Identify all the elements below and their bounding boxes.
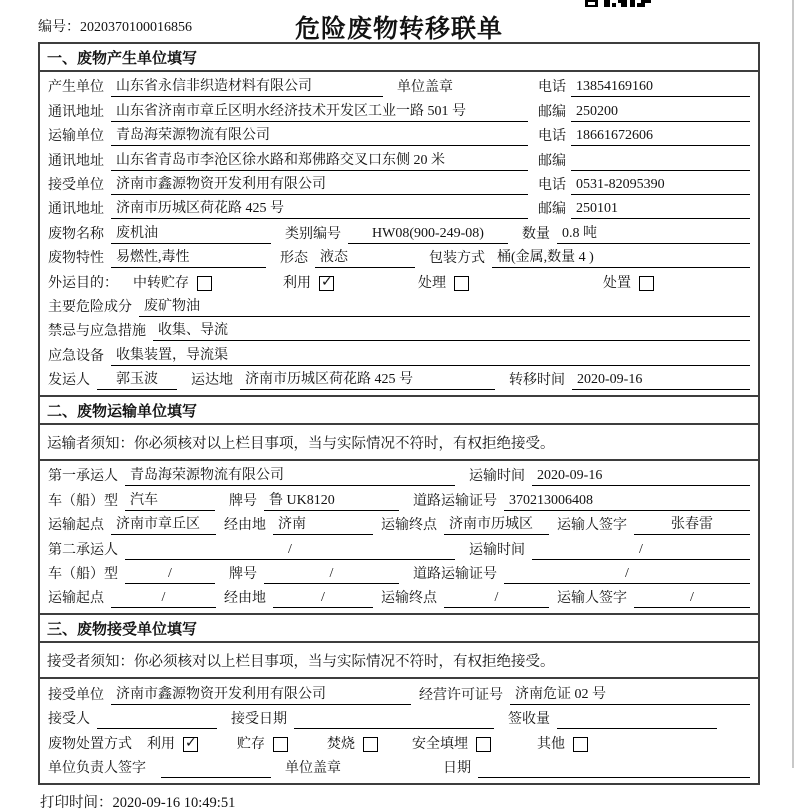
print-time xyxy=(38,785,760,812)
row-transfer-purpose xyxy=(40,268,758,292)
row-producer-unit xyxy=(40,73,758,97)
receiver-address-value: 济南市历城区荷花路 425 号 xyxy=(111,199,528,219)
route2-via-value: / xyxy=(273,588,373,608)
route1-via-value: 济南 xyxy=(273,515,373,535)
plate1-value: 鲁 UK8120 xyxy=(264,491,399,511)
signed-qty-label: 签收量 xyxy=(508,712,550,728)
carrier2-value: / xyxy=(125,540,455,560)
plate1-label: 牌号 xyxy=(229,493,257,509)
vehicle2-type-value: / xyxy=(125,564,215,584)
checkbox-disposal-incinerate xyxy=(363,737,378,752)
section-transport-heading: 二、废物运输单位填写 xyxy=(40,397,758,425)
route1-end-label: 运输终点 xyxy=(381,518,437,534)
section-receiver-body xyxy=(40,679,758,783)
responsible-sign-value xyxy=(161,759,271,778)
row-transporter-unit xyxy=(40,122,758,146)
transporter-zip-value xyxy=(571,152,750,171)
accepting-unit-value: 济南市鑫源物资开发利用有限公司 xyxy=(111,685,411,705)
row-waste-traits xyxy=(40,244,758,268)
section-producer xyxy=(38,42,760,397)
disposal-option-use-label: 利用 xyxy=(147,736,175,752)
row-disposal-method xyxy=(40,729,758,753)
checkbox-dispose xyxy=(639,276,654,291)
row-accepting-unit xyxy=(40,680,758,704)
vehicle1-type-value: 汽车 xyxy=(125,491,215,511)
row-accept-info xyxy=(40,705,758,729)
row-carrier2 xyxy=(40,535,758,559)
purpose-option-dispose-label: 处置 xyxy=(603,275,631,291)
section-producer-body xyxy=(40,72,758,395)
row-carrier1 xyxy=(40,462,758,486)
waste-traits-label: 废物特性 xyxy=(48,251,104,267)
receiver-seal-label: 单位盖章 xyxy=(285,760,341,776)
route2-sign-label: 运输人签字 xyxy=(557,591,627,607)
vehicle2-type-label: 车（船）型 xyxy=(48,567,118,583)
emergency-equipment-label: 应急设备 xyxy=(48,348,104,364)
transporter-phone-label: 电话 xyxy=(538,129,566,145)
route2-origin-value: / xyxy=(111,588,216,608)
section-receiver-heading: 三、废物接受单位填写 xyxy=(40,615,758,643)
receiver-date-label: 日期 xyxy=(443,760,471,776)
document-header xyxy=(38,6,760,44)
row-vehicle1 xyxy=(40,486,758,510)
route1-sign-value: 张春雷 xyxy=(634,515,750,535)
disposal-option-landfill xyxy=(412,735,537,754)
hazard-component-label: 主要危险成分 xyxy=(48,299,132,315)
row-transporter-address xyxy=(40,146,758,170)
row-emergency-equipment xyxy=(40,341,758,365)
route2-origin-label: 运输起点 xyxy=(48,591,104,607)
license-value: 济南危证 02 号 xyxy=(510,685,750,705)
route2-via-label: 经由地 xyxy=(224,591,266,607)
print-time-value: 2020-09-16 10:49:51 xyxy=(112,794,236,811)
checkbox-disposal-storage xyxy=(273,737,288,752)
plate2-value: / xyxy=(264,564,399,584)
route1-end-value: 济南市历城区 xyxy=(444,515,549,535)
route2-end-value: / xyxy=(444,588,549,608)
purpose-option-use xyxy=(283,274,418,293)
purpose-option-use-label: 利用 xyxy=(283,275,311,291)
checkbox-storage xyxy=(197,276,212,291)
unit-seal-label: 单位盖章 xyxy=(397,80,453,96)
section-transport xyxy=(38,395,760,615)
transporter-unit-value: 青岛海荣源物流有限公司 xyxy=(111,126,528,146)
accepting-unit-label: 接受单位 xyxy=(48,687,104,703)
hazard-component-value: 废矿物油 xyxy=(139,297,750,317)
shipper-label: 发运人 xyxy=(48,373,90,389)
emergency-measures-label: 禁忌与应急措施 xyxy=(48,324,146,340)
packing-value: 桶(金属,数量 4 ) xyxy=(492,248,750,268)
checkbox-treat xyxy=(454,276,469,291)
row-route1 xyxy=(40,511,758,535)
row-hazard-component xyxy=(40,293,758,317)
waste-category-label: 类别编号 xyxy=(285,226,341,242)
disposal-option-incinerate-label: 焚烧 xyxy=(327,736,355,752)
row-dispatch xyxy=(40,366,758,390)
section-receiver xyxy=(38,613,760,785)
route1-origin-label: 运输起点 xyxy=(48,518,104,534)
receiver-phone-value: 0531-82095390 xyxy=(571,175,750,195)
waste-form-value: 液态 xyxy=(315,248,415,268)
scan-edge-line xyxy=(792,0,794,768)
receiver-unit-label: 接受单位 xyxy=(48,177,104,193)
row-vehicle2 xyxy=(40,560,758,584)
waste-qty-label: 数量 xyxy=(522,226,550,242)
disposal-option-use xyxy=(147,735,237,754)
carrier1-label: 第一承运人 xyxy=(48,469,118,485)
waste-form-label: 形态 xyxy=(280,251,308,267)
disposal-option-other xyxy=(537,735,588,754)
receiver-phone-label: 电话 xyxy=(538,177,566,193)
vehicle1-type-label: 车（船）型 xyxy=(48,493,118,509)
road-permit2-label: 道路运输证号 xyxy=(413,567,497,583)
checkbox-disposal-landfill xyxy=(476,737,491,752)
purpose-option-dispose xyxy=(603,274,654,293)
disposal-method-label: 废物处置方式 xyxy=(48,736,132,752)
route1-via-label: 经由地 xyxy=(224,518,266,534)
signed-qty-value xyxy=(557,710,717,729)
transfer-purpose-label: 外运目的： xyxy=(48,275,118,291)
road-permit2-value: / xyxy=(504,564,750,584)
carrier2-label: 第二承运人 xyxy=(48,542,118,558)
disposal-option-storage-label: 贮存 xyxy=(237,736,265,752)
transporter-phone-value: 18661672606 xyxy=(571,126,750,146)
responsible-sign-label: 单位负责人签字 xyxy=(48,760,146,776)
producer-address-value: 山东省济南市章丘区明水经济技术开发区工业一路 501 号 xyxy=(111,102,528,122)
row-waste-name xyxy=(40,219,758,243)
disposal-option-incinerate xyxy=(327,735,412,754)
route2-end-label: 运输终点 xyxy=(381,591,437,607)
accept-date-label: 接受日期 xyxy=(231,712,287,728)
section-transport-body xyxy=(40,461,758,613)
producer-zip-value: 250200 xyxy=(571,102,750,122)
producer-unit-value: 山东省永信非织造材料有限公司 xyxy=(111,77,383,97)
destination-label: 运达地 xyxy=(191,373,233,389)
disposal-option-other-label: 其他 xyxy=(537,736,565,752)
transporter-address-label: 通讯地址 xyxy=(48,153,104,169)
route2-sign-value: / xyxy=(634,588,750,608)
packing-label: 包装方式 xyxy=(429,251,485,267)
row-emergency-measures xyxy=(40,317,758,341)
emergency-equipment-value: 收集装置，导流渠 xyxy=(111,346,750,366)
transport-time1-label: 运输时间 xyxy=(469,469,525,485)
waste-name-label: 废物名称 xyxy=(48,226,104,242)
row-route2 xyxy=(40,584,758,608)
transporter-unit-label: 运输单位 xyxy=(48,129,104,145)
receiver-date-value xyxy=(478,759,750,778)
waste-traits-value: 易燃性,毒性 xyxy=(111,248,266,268)
waste-qty-value: 0.8 吨 xyxy=(557,224,750,244)
shipper-value: 郭玉波 xyxy=(97,370,177,390)
waste-name-value: 废机油 xyxy=(111,224,271,244)
transporter-address-value: 山东省青岛市李沧区徐水路和郑佛路交叉口东侧 20 米 xyxy=(111,151,528,171)
producer-address-label: 通讯地址 xyxy=(48,104,104,120)
serial-label: 编号： xyxy=(38,20,80,35)
purpose-option-storage xyxy=(133,274,283,293)
producer-zip-label: 邮编 xyxy=(538,104,566,120)
accept-date-value xyxy=(294,710,494,729)
serial-value: 2020370100016856 xyxy=(80,20,192,35)
transport-time2-value: / xyxy=(532,540,750,560)
transport-time2-label: 运输时间 xyxy=(469,542,525,558)
route1-origin-value: 济南市章丘区 xyxy=(111,515,216,535)
accept-person-label: 接受人 xyxy=(48,712,90,728)
receiver-zip-value: 250101 xyxy=(571,199,750,219)
road-permit1-value: 370213006408 xyxy=(504,491,750,511)
producer-unit-label: 产生单位 xyxy=(48,80,104,96)
plate2-label: 牌号 xyxy=(229,567,257,583)
print-time-label: 打印时间： xyxy=(40,794,113,811)
receiver-notice: 接受者须知：你必须核对以上栏目事项，当与实际情况不符时，有权拒绝接受。 xyxy=(40,643,758,679)
serial-number xyxy=(38,16,192,36)
transporter-zip-label: 邮编 xyxy=(538,153,566,169)
purpose-option-treat xyxy=(418,274,603,293)
purpose-option-storage-label: 中转贮存 xyxy=(133,275,189,291)
transfer-time-value: 2020-09-16 xyxy=(572,370,750,390)
destination-value: 济南市历城区荷花路 425 号 xyxy=(240,370,495,390)
purpose-option-treat-label: 处理 xyxy=(418,275,446,291)
license-label: 经营许可证号 xyxy=(419,687,503,703)
transport-notice: 运输者须知：你必须核对以上栏目事项，当与实际情况不符时，有权拒绝接受。 xyxy=(40,425,758,461)
receiver-zip-label: 邮编 xyxy=(538,202,566,218)
disposal-option-storage xyxy=(237,735,327,754)
accept-person-value xyxy=(97,710,217,729)
waste-category-value: HW08(900-249-08) xyxy=(348,224,508,244)
producer-phone-value: 13854169160 xyxy=(571,77,750,97)
transport-time1-value: 2020-09-16 xyxy=(532,466,750,486)
receiver-unit-value: 济南市鑫源物资开发利用有限公司 xyxy=(111,175,528,195)
row-receiver-sign xyxy=(40,754,758,778)
emergency-measures-value: 收集、导流 xyxy=(153,321,750,341)
receiver-address-label: 通讯地址 xyxy=(48,202,104,218)
checkbox-disposal-use xyxy=(183,737,198,752)
checkbox-use xyxy=(319,276,334,291)
carrier1-value: 青岛海荣源物流有限公司 xyxy=(125,466,455,486)
row-receiver-unit xyxy=(40,171,758,195)
document-title: 危险废物转移联单 xyxy=(294,16,503,43)
row-receiver-address xyxy=(40,195,758,219)
row-producer-address xyxy=(40,97,758,121)
producer-phone-label: 电话 xyxy=(538,80,566,96)
road-permit1-label: 道路运输证号 xyxy=(413,493,497,509)
transfer-time-label: 转移时间 xyxy=(509,373,565,389)
section-producer-heading: 一、废物产生单位填写 xyxy=(40,44,758,72)
checkbox-disposal-other xyxy=(573,737,588,752)
route1-sign-label: 运输人签字 xyxy=(557,518,627,534)
disposal-option-landfill-label: 安全填埋 xyxy=(412,736,468,752)
